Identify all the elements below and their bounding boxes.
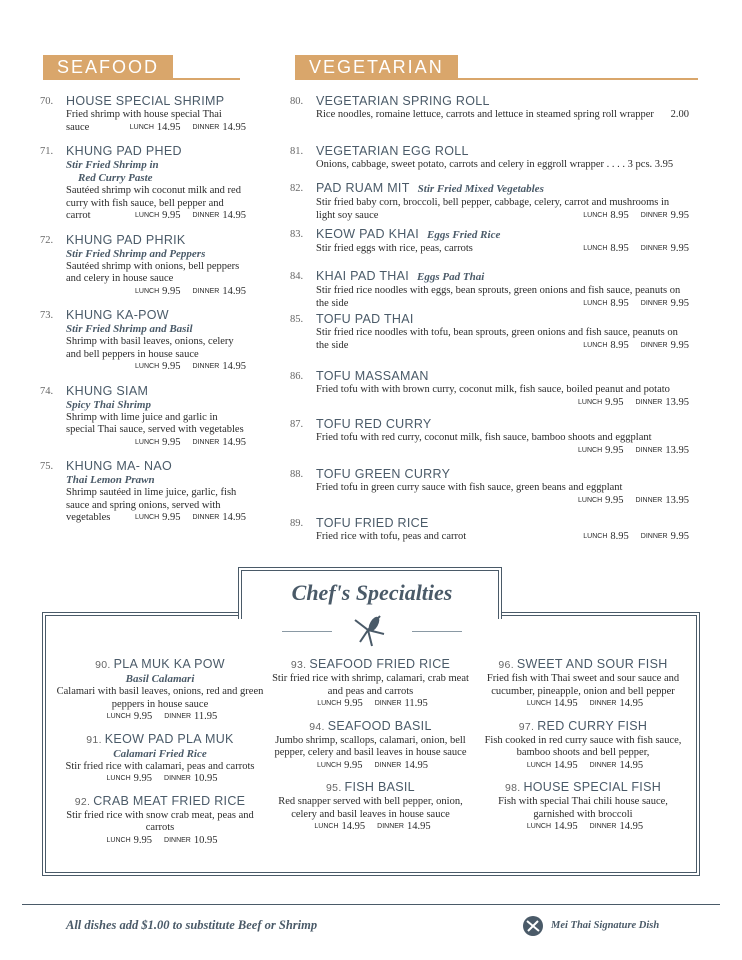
lunch-price: 8.95: [610, 243, 629, 254]
item-description: Shrimp sautéed in lime juice, garlic, fish sauce and spring onions, served with vegetables: [66, 487, 237, 523]
item-subtitle: Stir Fried Shrimp and Basil: [66, 323, 193, 335]
lunch-price: 8.95: [610, 531, 629, 542]
price-row: [55, 835, 265, 848]
item-subtitle: Spicy Thai Shrimp: [66, 398, 151, 411]
price-row: [268, 760, 473, 773]
menu-item: [268, 779, 473, 834]
item-subtitle: Stir Fried Shrimp and Peppers: [66, 247, 206, 260]
item-name-text: KHUNG PAD PHRIK: [66, 232, 186, 247]
lunch-label: LUNCH: [583, 533, 608, 540]
divider: [412, 631, 462, 632]
dinner-price: 14.95: [406, 821, 431, 832]
price-row: [671, 109, 689, 122]
item-number: 98.: [504, 782, 521, 794]
item-number: 88.: [290, 469, 304, 480]
price-row: [574, 495, 689, 508]
lunch-price: 8.95: [610, 297, 629, 309]
item-description-block: [66, 109, 246, 134]
lunch-price: 9.95: [162, 436, 181, 448]
item-number: 87.: [290, 419, 304, 430]
menu-item: [290, 416, 689, 457]
lunch-label: LUNCH: [106, 836, 131, 844]
price-row: [478, 760, 688, 773]
chef-column: [268, 656, 473, 841]
lunch-price: 9.95: [605, 444, 624, 456]
price-row: [131, 512, 246, 525]
item-name: [478, 656, 688, 673]
dinner-price: 14.95: [404, 759, 428, 771]
item-name-text: KHUNG KA-POW: [66, 308, 169, 322]
item-description: Fish with special Thai chili house sauce, garnished with broccoli: [498, 796, 668, 820]
chef-column: [55, 656, 265, 854]
lunch-label: LUNCH: [135, 212, 160, 219]
dinner-price: 11.95: [404, 698, 428, 709]
chef-column: [478, 656, 688, 841]
menu-item: [290, 180, 689, 222]
item-name: [316, 268, 689, 285]
item-name-text: HOUSE SPECIAL SHRIMP: [66, 94, 225, 108]
lunch-label: LUNCH: [106, 713, 131, 720]
item-description: Stir fried eggs with rice, peas, carrots: [316, 243, 473, 254]
item-number: 81.: [290, 146, 304, 157]
lunch-price: 9.95: [133, 711, 153, 722]
footer-note: All dishes add $1.00 to substitute Beef or Shrimp: [66, 918, 318, 932]
item-name-text: PLA MUK KA POW: [113, 657, 225, 671]
menu-item: [40, 307, 246, 374]
item-description: Fish cooked in red curry sauce with fish sauce, bamboo shoots and bell pepper,: [484, 734, 682, 758]
item-number: 97.: [518, 720, 535, 733]
dinner-label: DINNER: [640, 341, 668, 349]
price-row: [268, 821, 473, 834]
item-name-text: KHUNG PAD PHED: [66, 144, 182, 158]
dinner-price: 10.95: [193, 834, 218, 846]
dinner-label: DINNER: [164, 713, 192, 720]
dinner-price: 14.95: [619, 821, 644, 832]
vegetarian-list: [290, 93, 689, 553]
price-row: [131, 210, 246, 223]
item-description-block: [316, 531, 689, 544]
dinner-label: DINNER: [192, 363, 220, 370]
item-name: [66, 307, 246, 323]
lunch-price: 14.95: [554, 821, 578, 832]
lunch-price: 9.95: [605, 396, 624, 408]
item-description: Stir fried rice noodles with tofu, bean sprouts, green onions and fish sauce, peanuts on the side: [316, 327, 678, 351]
item-name-text: VEGETARIAN EGG ROLL: [316, 144, 469, 158]
menu-item: [478, 718, 688, 773]
price-row: [131, 361, 246, 374]
item-description: Stir fried rice with shrimp, calamari, crab meat and peas and carrots: [272, 673, 469, 697]
menu-item: [478, 656, 688, 711]
item-description-block: [316, 109, 689, 122]
item-description: Rice noodles, romaine lettuce, carrots and lettuce in steamed spring roll wrapper: [316, 109, 654, 120]
lunch-price: 9.95: [162, 361, 181, 372]
dinner-label: DINNER: [192, 123, 220, 131]
item-number: 84.: [290, 271, 304, 282]
item-description: Jumbo shrimp, scallops, calamari, onion, bell pepper, celery and basil leaves in house sauce: [274, 734, 467, 758]
dinner-price: 14.95: [222, 121, 246, 133]
item-name-text: SWEET AND SOUR FISH: [516, 657, 668, 671]
item-name-text: HOUSE SPECIAL FISH: [523, 780, 662, 794]
item-name-text: CRAB MEAT FRIED RICE: [93, 793, 246, 808]
item-number: 75.: [40, 461, 54, 472]
item-name-text: KHUNG SIAM: [66, 383, 149, 398]
lunch-price: 8.95: [610, 339, 629, 351]
dinner-label: DINNER: [374, 761, 402, 769]
dinner-label: DINNER: [640, 533, 668, 540]
dinner-label: DINNER: [589, 700, 617, 707]
menu-item: [40, 93, 246, 134]
lunch-price: 9.95: [162, 512, 181, 523]
lunch-price: 9.95: [344, 698, 363, 709]
chef-specialties-title: Chef's Specialties: [291, 580, 453, 605]
menu-item: [40, 143, 246, 223]
item-name-text: SEAFOOD FRIED RICE: [309, 657, 451, 671]
dinner-label: DINNER: [640, 211, 668, 219]
price-row: [574, 397, 689, 410]
dinner-price: 13.95: [665, 494, 689, 506]
item-name: [316, 226, 689, 243]
lunch-label: LUNCH: [578, 496, 603, 504]
item-name: [316, 143, 689, 159]
item-number: 83.: [290, 229, 304, 240]
item-description-block: [316, 197, 689, 222]
vegetarian-title: VEGETARIAN: [295, 55, 458, 80]
dinner-price: 10.95: [193, 773, 218, 784]
item-name-text: VEGETARIAN SPRING ROLL: [316, 94, 490, 108]
dinner-label: DINNER: [640, 299, 668, 307]
item-number: 89.: [290, 518, 304, 529]
dinner-label: DINNER: [640, 245, 668, 252]
item-number: 72.: [40, 234, 54, 246]
lunch-price: 9.95: [344, 759, 363, 771]
item-description: Fried rice with tofu, peas and carrot: [316, 531, 467, 542]
price-row: [126, 122, 246, 135]
item-number: 86.: [290, 371, 304, 382]
item-number: 95.: [326, 782, 342, 794]
item-number: 80.: [290, 96, 304, 107]
lunch-label: LUNCH: [578, 446, 603, 454]
item-description: Red snapper served with bell pepper, onion, celery and basil leaves in house sauce: [278, 796, 463, 820]
dinner-price: 9.95: [670, 297, 689, 309]
price-row: [131, 286, 246, 299]
menu-item: [290, 311, 689, 352]
lunch-label: LUNCH: [106, 775, 131, 782]
lunch-price: 9.95: [133, 834, 153, 846]
menu-item: [40, 232, 246, 299]
lunch-label: LUNCH: [583, 341, 608, 349]
item-description: Fried fish with Thai sweet and sour sauce and cucumber, pineapple, onion and bell pepper: [486, 673, 680, 697]
item-number: 71.: [40, 146, 54, 157]
item-description-block: [316, 327, 689, 352]
item-description: Sautéed shrimp with onions, bell peppers and celery in house sauce: [66, 260, 240, 284]
divider: [282, 631, 332, 632]
item-name: [316, 416, 689, 432]
menu-item: [55, 656, 265, 724]
dinner-label: DINNER: [374, 700, 402, 707]
item-description-block: [316, 482, 689, 507]
item-description: Sautéed shrimp wih coconut milk and red curry with fish sauce, bell pepper and carrot: [66, 185, 241, 221]
dinner-price: 9.95: [670, 243, 689, 254]
lunch-price: 9.95: [162, 285, 181, 297]
item-name-text: TOFU RED CURRY: [316, 417, 432, 431]
item-name: [478, 718, 688, 735]
item-name-text: TOFU FRIED RICE: [316, 516, 429, 530]
item-description: Calamari with basil leaves, onions, red and green peppers in house sauce: [56, 686, 264, 710]
dinner-price: 13.95: [665, 396, 689, 408]
item-description: Stir fried rice noodles with eggs, bean sprouts, green onions and fish sauce, peanuts on the side: [316, 285, 681, 309]
item-name-text: TOFU GREEN CURRY: [316, 467, 451, 481]
signature-dish-icon: [522, 915, 544, 937]
item-name-text: PAD RUAM MIT: [316, 181, 410, 195]
dinner-price: 14.95: [222, 512, 246, 523]
item-description: Onions, cabbage, sweet potato, carrots and celery in eggroll wrapper . . . . 3 pcs. 3.95: [316, 159, 674, 170]
item-name-text: RED CURRY FISH: [537, 718, 648, 733]
item-name: [316, 93, 689, 109]
dinner-label: DINNER: [589, 823, 617, 830]
footer-divider: [22, 904, 720, 905]
menu-item: [478, 779, 688, 834]
item-description-block: [316, 159, 689, 172]
item-number: 70.: [40, 96, 54, 107]
dinner-price: 9.95: [670, 209, 689, 221]
dinner-price: 13.95: [665, 444, 689, 456]
lunch-label: LUNCH: [317, 700, 342, 707]
orchid-icon: [350, 612, 390, 650]
item-description-block: [66, 185, 246, 223]
item-name-text: KEOW PAD KHAI: [316, 227, 419, 241]
item-name: [316, 368, 689, 384]
item-name: [268, 656, 473, 673]
item-number: 82.: [290, 183, 304, 194]
item-name: [66, 232, 246, 248]
item-subtitle: Basil Calamari: [125, 673, 195, 685]
item-description-block: [66, 487, 246, 525]
menu-item: [290, 515, 689, 544]
dinner-price: 9.95: [670, 339, 689, 351]
dinner-label: DINNER: [635, 398, 663, 406]
price-row: [131, 437, 246, 450]
dinner-price: 14.95: [222, 361, 246, 372]
item-name-text: KHUNG MA- NAO: [66, 459, 172, 473]
price-row: [579, 243, 689, 256]
item-name: [478, 779, 688, 796]
lunch-price: 14.95: [341, 821, 366, 832]
item-number: 91.: [86, 733, 102, 746]
vegetarian-header: [295, 55, 698, 80]
dinner-price: 11.95: [194, 711, 218, 722]
item-description: Fried tofu with with brown curry, coconut milk, fish sauce, boiled peanut and potato: [316, 384, 670, 395]
lunch-label: LUNCH: [583, 211, 608, 219]
item-subtitle: Calamari Fried Rice: [113, 747, 207, 760]
item-number: 93.: [290, 659, 307, 671]
lunch-label: LUNCH: [317, 761, 342, 769]
menu-item: [290, 226, 689, 256]
dinner-price: 14.95: [619, 759, 644, 771]
dinner-label: DINNER: [589, 761, 617, 769]
menu-item: [268, 718, 473, 773]
dinner-label: DINNER: [192, 514, 220, 521]
price-row: [579, 340, 689, 353]
dinner-label: DINNER: [377, 823, 404, 830]
dinner-label: DINNER: [192, 438, 220, 446]
item-subtitle: Eggs Fried Rice: [427, 229, 501, 241]
item-name-text: FISH BASIL: [344, 780, 415, 794]
dinner-label: DINNER: [164, 775, 191, 782]
lunch-label: LUNCH: [526, 700, 552, 707]
lunch-label: LUNCH: [135, 287, 160, 295]
price-row: [478, 821, 688, 834]
lunch-price: 14.95: [554, 698, 578, 709]
dinner-price: 9.95: [670, 531, 689, 542]
item-name: [55, 793, 265, 810]
item-description-block: [316, 285, 689, 310]
seafood-list: [40, 93, 246, 534]
item-number: 96.: [498, 659, 514, 671]
item-name-text: TOFU MASSAMAN: [316, 369, 429, 383]
item-description: Stir fried rice with snow crab meat, peas and carrots: [66, 809, 254, 833]
item-name: [268, 779, 473, 796]
item-name: [66, 458, 246, 474]
lunch-price: 9.95: [162, 210, 181, 221]
menu-item: [55, 793, 265, 848]
lunch-price: 9.95: [605, 494, 624, 506]
item-name: [316, 180, 689, 197]
item-number: 94.: [309, 720, 325, 733]
price-row: [55, 773, 265, 786]
lunch-label: LUNCH: [583, 299, 608, 307]
item-number: 92.: [74, 795, 91, 808]
item-name: [66, 383, 246, 399]
menu-item: [55, 731, 265, 786]
item-number: 90.: [95, 659, 111, 671]
item-description: Stir fried baby corn, broccoli, bell pepper, cabbage, celery, carrot and mushrooms in light soy sauce: [316, 197, 670, 221]
item-description-block: [66, 336, 246, 374]
item-price: 2.00: [670, 109, 689, 120]
lunch-label: LUNCH: [135, 363, 160, 370]
item-description-block: [316, 243, 689, 256]
price-row: [268, 698, 473, 711]
dinner-price: 14.95: [222, 436, 246, 448]
item-name: [316, 466, 689, 482]
menu-item: [290, 466, 689, 507]
lunch-price: 9.95: [133, 773, 153, 784]
menu-item: [290, 368, 689, 409]
dinner-label: DINNER: [635, 496, 663, 504]
item-name-text: SEAFOOD BASIL: [327, 718, 432, 733]
lunch-price: 14.95: [156, 121, 181, 133]
item-name: [55, 731, 265, 748]
item-description-block: [66, 412, 246, 450]
menu-item: [268, 656, 473, 711]
price-row: [579, 210, 689, 223]
item-subtitle: Red Curry Paste: [78, 172, 153, 184]
menu-item: [290, 93, 689, 122]
item-subtitle: Stir Fried Mixed Vegetables: [417, 183, 544, 195]
dinner-price: 14.95: [619, 698, 644, 709]
price-row: [55, 711, 265, 724]
dinner-price: 14.95: [222, 285, 246, 297]
item-name: [316, 515, 689, 531]
lunch-label: LUNCH: [314, 823, 339, 830]
item-name: [66, 143, 246, 159]
item-description-block: [66, 261, 246, 299]
dinner-label: DINNER: [164, 836, 191, 844]
item-name-text: TOFU PAD THAI: [316, 312, 414, 326]
lunch-label: LUNCH: [135, 438, 160, 446]
lunch-label: LUNCH: [578, 398, 603, 406]
item-number: 85.: [290, 314, 304, 325]
menu-item: [290, 143, 689, 172]
price-row: [579, 298, 689, 311]
lunch-label: LUNCH: [583, 245, 608, 252]
item-description: Fried tofu in green curry sauce with fish sauce, green beans and eggplant: [316, 482, 623, 493]
item-subtitle: Eggs Pad Thai: [417, 271, 485, 283]
lunch-label: LUNCH: [526, 761, 552, 769]
signature-dish-label: Mei Thai Signature Dish: [551, 920, 660, 931]
item-name: [268, 718, 473, 735]
item-description-block: [316, 384, 689, 409]
lunch-label: LUNCH: [526, 823, 552, 830]
item-name: [316, 311, 689, 327]
price-row: [579, 531, 689, 544]
item-name-text: KEOW PAD PLA MUK: [104, 731, 234, 746]
item-description: Stir fried rice with calamari, peas and carrots: [65, 760, 255, 772]
item-description: Fried tofu with red curry, coconut milk, fish sauce, bamboo shoots and eggplant: [316, 432, 652, 443]
dinner-price: 14.95: [222, 210, 246, 221]
lunch-label: LUNCH: [135, 514, 160, 521]
item-name-text: KHAI PAD THAI: [316, 269, 410, 283]
item-subtitle: Thai Lemon Prawn: [66, 474, 155, 486]
dinner-label: DINNER: [635, 446, 663, 454]
menu-item: [290, 268, 689, 310]
item-description: Fried shrimp with house special Thai sauce: [66, 109, 222, 133]
lunch-label: LUNCH: [129, 123, 154, 131]
item-description: Shrimp with basil leaves, onions, celery and bell peppers in house sauce: [66, 336, 234, 360]
menu-item: [40, 383, 246, 450]
item-number: 74.: [40, 385, 54, 397]
price-row: [478, 698, 688, 711]
item-description-block: [316, 432, 689, 457]
lunch-price: 14.95: [554, 759, 578, 771]
item-name: [55, 656, 265, 673]
seafood-title: SEAFOOD: [43, 55, 173, 80]
lunch-price: 8.95: [610, 209, 629, 221]
price-row: [574, 445, 689, 458]
dinner-label: DINNER: [192, 212, 220, 219]
item-subtitle: Stir Fried Shrimp in: [66, 159, 159, 171]
item-number: 73.: [40, 310, 54, 321]
seafood-header: [43, 55, 240, 80]
item-description: Shrimp with lime juice and garlic in special Thai sauce, served with vegetables: [66, 411, 244, 435]
menu-item: [40, 458, 246, 525]
item-name: [66, 93, 246, 109]
dinner-label: DINNER: [192, 287, 220, 295]
